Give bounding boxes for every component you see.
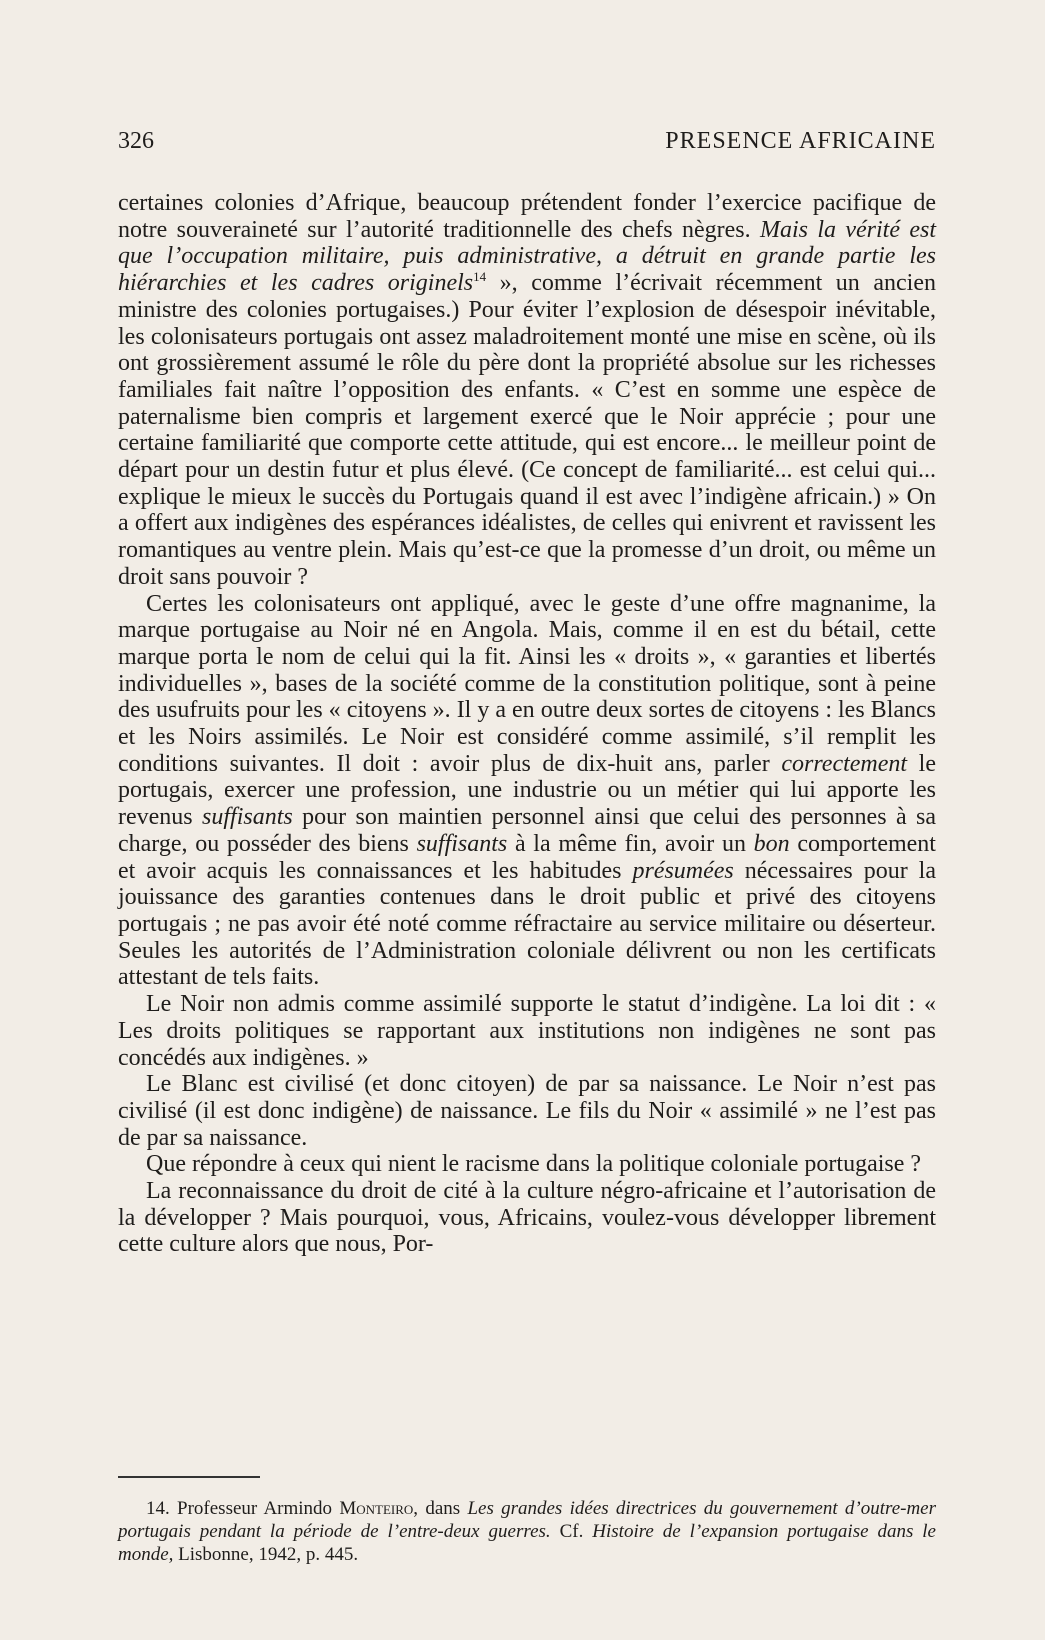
paragraph-6: La reconnaissance du droit de cité à la culture négro-africaine et l’autorisation de la développer ? Mais pourquoi, vous, Africains, voulez-vous développer librement cette culture alors que nous, Por- xyxy=(118,1178,936,1258)
emphasis-suffisants-1: suffisants xyxy=(202,804,293,831)
paragraph-2-text-a: Certes les colonisateurs ont appliqué, avec le geste d’une offre magnanime, la marque portugaise au Noir né en Angola. Mais, comme il en est du bétail, cette marque porta le nom de celui qui la fit. Ainsi les « droits », « garanties et libertés individuelles », bases de la société comme de la constitution politique, sont à peine des usufruits pour les « citoyens ». Il y a en outre deux sortes de citoyens : les Blancs et les Noirs assimilés. Le Noir est considéré comme assimilé, s’il remplit les conditions suivantes. Il doit : avoir plus de dix-huit ans, parler xyxy=(118,590,936,777)
footnote xyxy=(118,1497,936,1566)
footnote-text-c: Cf. xyxy=(550,1521,593,1542)
paragraph-5: Que répondre à ceux qui nient le racisme dans la politique coloniale portugaise ? xyxy=(146,1151,922,1178)
footnote-text-b: , dans xyxy=(413,1498,468,1519)
footnote-text-a: 14. Professeur Armindo xyxy=(146,1498,340,1519)
page-header xyxy=(118,128,936,160)
paragraph-2-text-e: comportement et avoir acquis les connaissances et les habitudes xyxy=(118,830,936,884)
footnote-divider xyxy=(118,1476,260,1478)
paragraph-2-text-f: nécessaires pour la jouissance des garanties contenues dans le droit public et privé des citoyens portugais ; ne pas avoir été noté comme réfractaire au service militaire ou déserteur. Seules les autorités de l’Administration coloniale délivrent ou non les certificats attestant de tels faits. xyxy=(118,857,936,991)
running-title: PRESENCE AFRICAINE xyxy=(665,128,936,154)
paragraph-2-text-d: à la même fin, avoir un xyxy=(507,830,754,857)
paragraph-4: Le Blanc est civilisé (et donc citoyen) de par sa naissance. Le Noir n’est pas civilisé (il est donc indigène) de naissance. Le fils du Noir « assimilé » ne l’est pas de par sa naissance. xyxy=(118,1071,936,1151)
emphasis-bon: bon xyxy=(753,830,790,857)
emphasis-correctement: correctement xyxy=(781,750,908,777)
paragraph-3: Le Noir non admis comme assimilé supporte le statut d’indigène. La loi dit : « Les droits politiques se rapportant aux institutions non indigènes ne sont pas concédés aux indigènes. » xyxy=(118,991,936,1071)
paragraph-1-text-b: », comme l’écrivait récemment un ancien ministre des colonies portugaises.) Pour éviter l’explosion de désespoir inévitable, les colonisateurs portugais ont assez maladroitement monté une mise en scène, où ils ont grossièrement assumé le rôle du père dont la propriété absolue sur les richesses familiales fait naître l’opposition des enfants. « C’est en somme une espèce de paternalisme bien compris et largement exercé que le Noir apprécie ; pour une certaine familiarité que comporte cette attitude, qui est encore... le meilleur point de départ pour un destin futur et plus élevé. (Ce concept de familiarité... est celui qui... explique le mieux le succès du Portugais quand il est avec l’indigène africain.) » On a offert aux indigènes des espérances idéalistes, de celles qui enivrent et ravissent les romantiques au ventre plein. Mais qu’est-ce que la promesse d’un droit, ou même un droit sans pouvoir ? xyxy=(118,270,936,590)
emphasis-suffisants-2: suffisants xyxy=(416,830,508,857)
footnote-title-1: Les grandes idées directrices du gouvernement d’outre-mer portugais pendant la période de l’entre-deux guerres. xyxy=(118,1498,937,1542)
footnote-title-2: Histoire de l’expansion portugaise dans le monde, xyxy=(118,1521,936,1565)
paragraph-2-text-c: pour son maintien personnel ainsi que celui des personnes à sa charge, ou posséder des biens xyxy=(118,804,936,857)
body-text xyxy=(118,190,936,1258)
emphasis-presumees: présumées xyxy=(632,857,734,884)
paragraph-1-quote: Mais la vérité est que l’occupation militaire, puis administrative, a détruit en grande partie les hiérarchies et les cadres originels xyxy=(118,216,936,297)
footnote-14 xyxy=(118,1497,936,1566)
paragraph-2 xyxy=(118,591,936,992)
paragraph-1 xyxy=(118,190,936,591)
footnote-author: Monteiro xyxy=(339,1498,414,1519)
footnote-text-d: Lisbonne, 1942, p. 445. xyxy=(173,1544,359,1565)
page-number: 326 xyxy=(118,128,154,154)
paragraph-2-text-b: le portugais, exercer une profession, une industrie ou un métier qui lui apporte les revenus xyxy=(118,750,936,831)
footnote-reference: 14 xyxy=(473,269,487,285)
paragraph-1-text-a: certaines colonies d’Afrique, beaucoup prétendent fonder l’exercice pacifique de notre souveraineté sur l’autorité traditionnelle des chefs nègres. xyxy=(118,190,936,243)
